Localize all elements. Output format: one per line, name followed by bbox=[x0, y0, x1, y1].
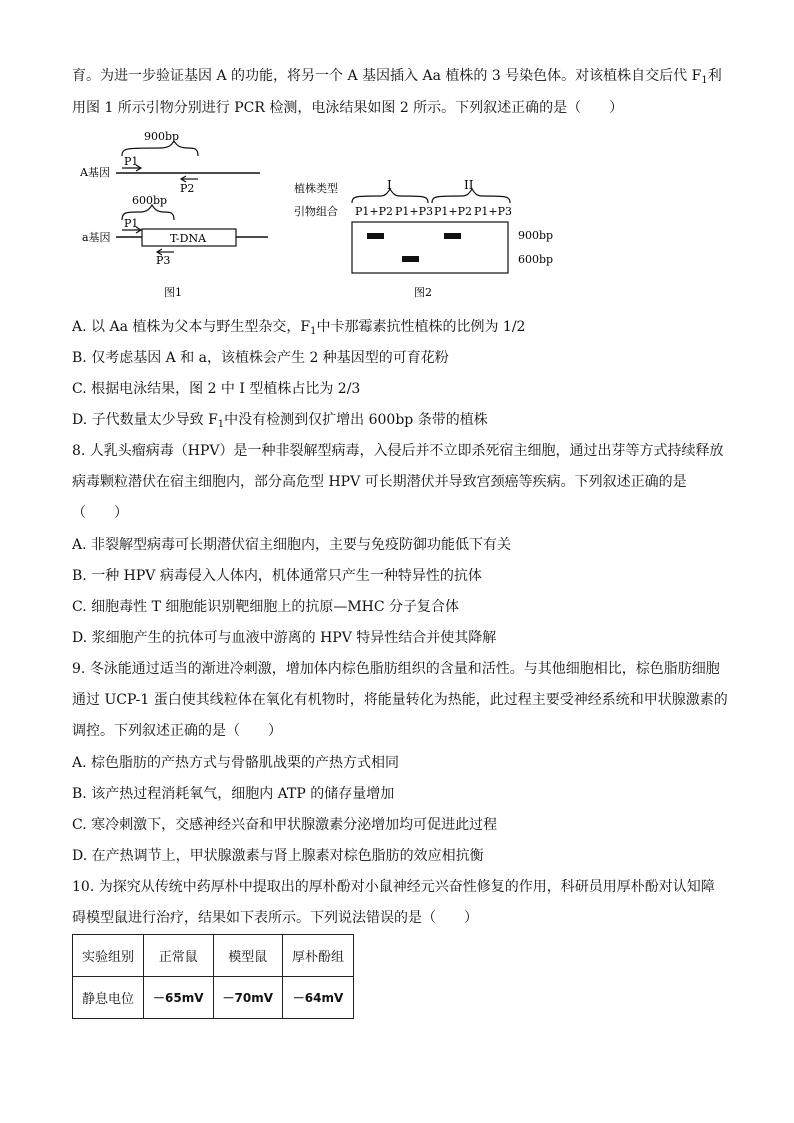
q8-stem-line-1: 8. 人乳头瘤病毒（HPV）是一种非裂解型病毒，入侵后并不立即杀死宿主细胞，通过出芽等方式持续释放 bbox=[72, 443, 724, 459]
fig1-label-a-gene: a基因 bbox=[82, 231, 111, 244]
table-row-label: 静息电位 bbox=[73, 977, 144, 1019]
fig1-p3: P3 bbox=[156, 254, 171, 267]
fig2-bp-900: 900bp bbox=[518, 229, 554, 242]
q9-option-b: B. 该产热过程消耗氧气，细胞内 ATP 的储存量增加 bbox=[72, 786, 395, 802]
table-cell-model: －70mV bbox=[213, 977, 283, 1019]
fig2-gel-box bbox=[352, 222, 508, 273]
fig2-band-900-lane1 bbox=[367, 233, 384, 239]
figure-2 bbox=[292, 172, 572, 303]
intro-line-1: 育。为进一步验证基因 A 的功能，将另一个 A 基因插入 Aa 植株的 3 号染色体。对该植株自交后代 $F_1$利 bbox=[72, 68, 722, 86]
table-header-cell: 实验组别 bbox=[73, 935, 144, 977]
fig2-bp-600: 600bp bbox=[518, 253, 554, 266]
q10-stem-line-1: 10. 为探究从传统中药厚朴中提取出的厚朴酚对小鼠神经元兴奋性修复的作用，科研员用厚朴酚对认知障 bbox=[72, 879, 715, 895]
q9-stem-line-1: 9. 冬泳能通过适当的渐进冷刺激，增加体内棕色脂肪组织的含量和活性。与其他细胞相比，棕色脂肪细胞 bbox=[72, 661, 720, 677]
table-header-cell: 模型鼠 bbox=[213, 935, 283, 977]
q7-option-b: B. 仅考虑基因 A 和 a，该植株会产生 2 种基因型的可育花粉 bbox=[72, 350, 449, 366]
q7-option-c: C. 根据电泳结果，图 2 中 I 型植株占比为 2/3 bbox=[72, 381, 361, 397]
fig2-primer-2: P1+P3 bbox=[395, 205, 434, 218]
fig1-label-A-gene: A基因 bbox=[80, 166, 110, 179]
q8-option-d: D. 浆细胞产生的抗体可与血液中游离的 HPV 特异性结合并使其降解 bbox=[72, 630, 497, 646]
q7-option-a: A. 以 Aa 植株为父本与野生型杂交，$F_1$中卡那霉素抗性植株的比例为 1/2 bbox=[72, 319, 526, 337]
q10-stem-line-2: 碍模型鼠进行治疗，结果如下表所示。下列说法错误的是（ ） bbox=[72, 910, 478, 926]
table-header-row bbox=[73, 935, 354, 977]
q9-stem-line-3: 调控。下列叙述正确的是（ ） bbox=[72, 723, 282, 739]
q7-option-d: D. 子代数量太少导致 $F_1$中没有检测到仅扩增出 600bp 条带的植株 bbox=[72, 412, 488, 430]
fig1-bp-600: 600bp bbox=[132, 194, 168, 207]
q8-option-c: C. 细胞毒性 T 细胞能识别靶细胞上的抗原—MHC 分子复合体 bbox=[72, 599, 460, 615]
fig2-primer-label: 引物组合 bbox=[294, 205, 338, 218]
table-header-cell: 厚朴酚组 bbox=[283, 935, 354, 977]
fig2-band-900-lane3 bbox=[444, 233, 461, 239]
fig2-type-1: I bbox=[387, 178, 392, 192]
fig2-band-600-lane2 bbox=[402, 256, 419, 262]
fig2-primer-3: P1+P2 bbox=[434, 205, 473, 218]
fig1-tdna-label: T-DNA bbox=[170, 232, 207, 245]
fig1-brace-900 bbox=[122, 141, 198, 156]
figure-1 bbox=[70, 128, 290, 303]
q9-option-d: D. 在产热调节上，甲状腺激素与肾上腺素对棕色脂肪的效应相抗衡 bbox=[72, 848, 484, 864]
fig1-p1-upper: P1 bbox=[124, 155, 139, 168]
fig1-bp-900: 900bp bbox=[144, 130, 180, 143]
table-cell-honokiol: －64mV bbox=[283, 977, 354, 1019]
table-row bbox=[73, 977, 354, 1019]
resting-potential-table bbox=[72, 934, 354, 1019]
fig2-type-2: II bbox=[464, 178, 474, 192]
fig2-caption: 图2 bbox=[414, 286, 432, 299]
fig1-p2: P2 bbox=[180, 182, 195, 195]
intro-line-2: 用图 1 所示引物分别进行 PCR 检测，电泳结果如图 2 所示。下列叙述正确的是（ ） bbox=[72, 100, 624, 116]
fig2-primer-1: P1+P2 bbox=[355, 205, 394, 218]
q9-option-a: A. 棕色脂肪的产热方式与骨骼肌战栗的产热方式相同 bbox=[72, 755, 400, 771]
q8-stem-line-2: 病毒颗粒潜伏在宿主细胞内，部分高危型 HPV 可长期潜伏并导致宫颈癌等疾病。下列叙述正确的是 bbox=[72, 474, 687, 490]
q9-option-c: C. 寒冷刺激下，交感神经兴奋和甲状腺激素分泌增加均可促进此过程 bbox=[72, 817, 498, 833]
fig2-brace-2 bbox=[432, 189, 510, 203]
q9-stem-line-2: 通过 UCP-1 蛋白使其线粒体在氧化有机物时，将能量转化为热能，此过程主要受神经系统和甲状腺激素的 bbox=[72, 692, 728, 708]
table-cell-normal: －65mV bbox=[144, 977, 214, 1019]
q8-stem-line-3: （ ） bbox=[72, 505, 128, 521]
fig1-caption: 图1 bbox=[164, 286, 182, 299]
fig2-primer-4: P1+P3 bbox=[474, 205, 513, 218]
q8-option-a: A. 非裂解型病毒可长期潜伏宿主细胞内，主要与免疫防御功能低下有关 bbox=[72, 537, 512, 553]
table-header-cell: 正常鼠 bbox=[144, 935, 214, 977]
fig2-type-label: 植株类型 bbox=[294, 182, 338, 195]
q8-option-b: B. 一种 HPV 病毒侵入人体内，机体通常只产生一种特异性的抗体 bbox=[72, 568, 482, 584]
fig1-p1-lower: P1 bbox=[124, 217, 139, 230]
